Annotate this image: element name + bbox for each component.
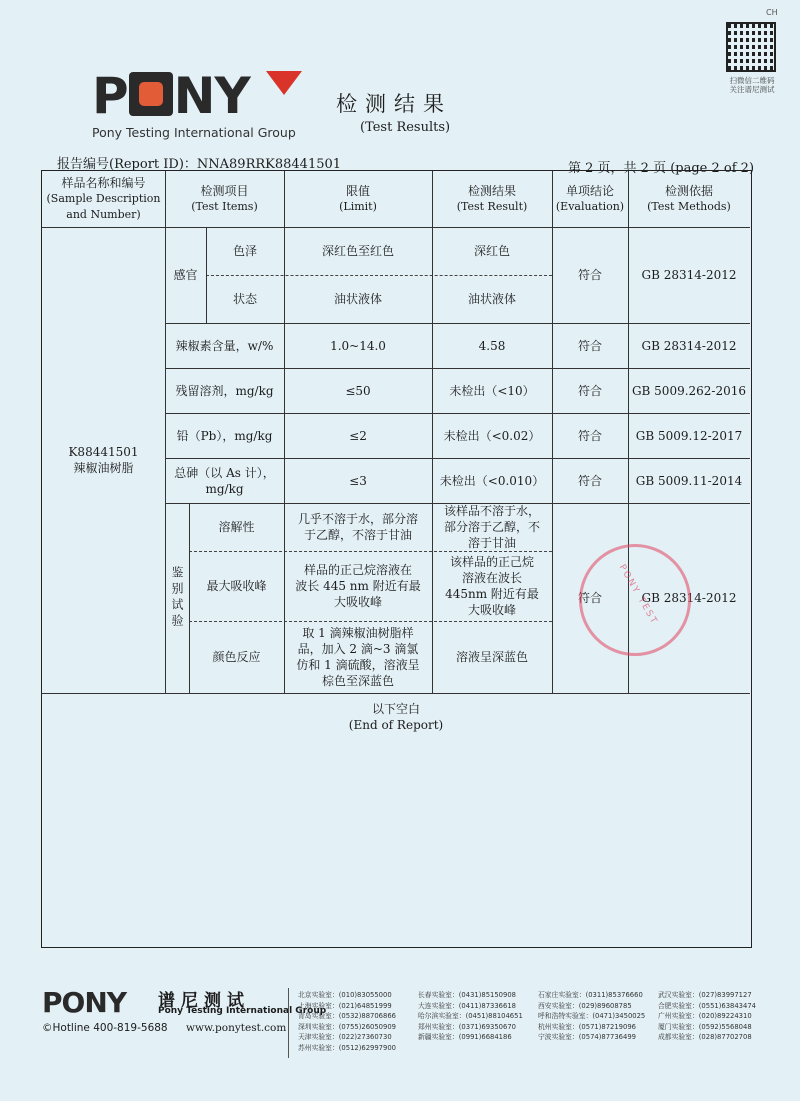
qr-caption-line: 关注谱尼测试: [729, 85, 775, 94]
header-test-items: [165, 171, 284, 227]
result-text: 溶于甘油: [467, 536, 516, 550]
header-text: (Limit): [339, 200, 377, 213]
item-solubility: 溶解性: [218, 520, 255, 534]
report-id: 报告编号(Report ID)：NNA89RRK88441501: [57, 157, 342, 172]
result-text: 部分溶于乙醇，不: [443, 520, 540, 534]
header-test-methods: [628, 171, 750, 227]
limit-text: 于乙醇，不溶于甘油: [303, 528, 412, 542]
footer-divider: [288, 988, 289, 1058]
eval-arsenic: 符合: [577, 473, 602, 488]
eval-identification: 符合: [577, 591, 602, 605]
result-text: 大吸收峰: [467, 603, 516, 617]
lab-contact: 成都实验室：(028)87702708: [658, 1033, 752, 1041]
footer-hotline: [42, 1022, 168, 1034]
page-info: 第 2 页，共 2 页 (page 2 of 2): [568, 161, 755, 176]
logo-letter: P: [92, 67, 128, 125]
result-color: 深红色: [473, 244, 510, 258]
lab-contact: 广州实验室：(020)89224310: [658, 1012, 752, 1020]
lab-contact: 深圳实验室：(0755)26050909: [298, 1022, 396, 1031]
header-text: 检测依据: [664, 184, 713, 198]
end-text-cn: 以下空白: [371, 702, 420, 716]
row-rule: [42, 693, 750, 694]
limit-solvent: ≤50: [345, 383, 371, 398]
item-arsenic: [165, 458, 284, 503]
eval-lead: 符合: [577, 428, 602, 443]
item-lead: 铅（Pb），mg/kg: [176, 428, 273, 443]
limit-solubility: [284, 503, 432, 551]
lab-contact: 石家庄实验室：(0311)85376660: [538, 991, 643, 999]
item-state: 状态: [232, 292, 257, 306]
lab-contact: 郑州实验室：(0371)69350670: [418, 1022, 516, 1031]
method-identification: GB 28314-2012: [641, 591, 737, 605]
sample-name: 辣椒油树脂: [73, 461, 134, 475]
item-text: 总砷（以 As 计），: [174, 465, 275, 480]
footer-website: www.ponytest.com: [186, 1022, 287, 1034]
logo-letter: NY: [173, 67, 250, 125]
header-text: 检测结果: [467, 184, 516, 198]
lab-contact: 西安实验室：(029)89608785: [538, 1001, 632, 1010]
group-sensory: 感官: [173, 268, 198, 282]
footer-name-cn: 谱尼测试: [158, 991, 250, 1011]
limit-text: 棕色至深蓝色: [321, 674, 394, 688]
item-color-reaction: 颜色反应: [212, 650, 261, 664]
header-sample: [42, 171, 165, 227]
logo-o-square-icon: [129, 72, 173, 116]
method-capsaicin: GB 28314-2012: [641, 338, 737, 353]
result-solubility: [432, 503, 552, 551]
footer-name-en: Pony Testing International Group: [158, 1006, 327, 1016]
result-text: 该样品的正己烷: [449, 555, 534, 569]
title-english: (Test Results): [360, 120, 451, 135]
result-text: 445nm 附近有最: [445, 587, 539, 601]
header-text: (Test Items): [191, 200, 258, 213]
result-text: 溶液在波长: [461, 571, 522, 585]
result-capsaicin: 4.58: [478, 338, 506, 353]
lab-contact: 苏州实验室：(0512)62997900: [298, 1043, 396, 1052]
result-arsenic: 未检出（<0.010）: [439, 473, 545, 488]
lab-contact: 杭州实验室：(0571)87219096: [538, 1022, 636, 1031]
limit-capsaicin: 1.0~14.0: [330, 338, 386, 353]
lab-contact: 宁波实验室：(0574)87736499: [538, 1033, 636, 1041]
limit-text: 大吸收峰: [333, 595, 382, 609]
header-text: (Test Methods): [647, 200, 731, 213]
result-text: 该样品不溶于水，: [443, 504, 540, 518]
limit-color: 深红色至红色: [321, 244, 394, 258]
qr-caption-line: 扫微信二维码: [729, 76, 775, 85]
result-max-absorption: [432, 551, 552, 621]
sample-number: K88441501: [68, 445, 139, 459]
lab-contact: 大连实验室：(0411)87336618: [418, 1001, 516, 1010]
qr-caption: [718, 76, 786, 94]
title-chinese: 检测结果: [336, 92, 452, 116]
lab-contact: 哈尔滨实验室：(0451)88104651: [418, 1012, 523, 1020]
header-evaluation: [552, 171, 628, 227]
limit-arsenic: ≤3: [349, 473, 367, 488]
header-limit: [284, 171, 432, 227]
header-text: 限值: [345, 184, 370, 198]
header-text: (Test Result): [456, 200, 528, 213]
eval-solvent: 符合: [577, 383, 602, 398]
lab-contact: 上海实验室：(021)64851999: [298, 1001, 392, 1010]
sample-cell: [42, 227, 165, 693]
item-text: mg/kg: [205, 481, 244, 496]
corner-mark: CH: [766, 8, 778, 17]
limit-lead: ≤2: [349, 428, 367, 443]
header-text: 样品名称和编号: [61, 176, 146, 190]
logo-red-triangle-icon: [266, 71, 302, 95]
stamp-text: PONY TEST: [616, 563, 660, 627]
limit-text: 取 1 滴辣椒油树脂样: [302, 626, 414, 640]
limit-text: 品，加入 2 滴~3 滴氯: [297, 642, 419, 656]
end-text-en: (End of Report): [348, 718, 444, 732]
method-arsenic: GB 5009.11-2014: [635, 473, 743, 488]
limit-text: 几乎不溶于水，部分溶: [297, 512, 418, 526]
item-solvent: 残留溶剂，mg/kg: [175, 383, 274, 398]
pony-logo: [92, 67, 250, 125]
footer-logo: PONY: [42, 986, 127, 1019]
lab-contact: 合肥实验室：(0551)63843474: [658, 1001, 756, 1010]
hotline-text: Hotline 400-819-5688: [52, 1022, 168, 1034]
lab-contact: 呼和浩特实验室：(0471)3450025: [538, 1012, 646, 1020]
item-max-absorption: 最大吸收峰: [206, 579, 267, 593]
method-solvent: GB 5009.262-2016: [631, 383, 747, 398]
end-of-report: [42, 697, 750, 737]
eval-capsaicin: 符合: [577, 338, 602, 353]
group-name: Pony Testing International Group: [92, 125, 296, 140]
result-color-reaction: 溶液呈深蓝色: [455, 650, 528, 664]
method-lead: GB 5009.12-2017: [635, 428, 743, 443]
lab-contact: 武汉实验室：(027)83997127: [658, 991, 752, 999]
limit-text: 样品的正己烷溶液在: [303, 563, 412, 577]
header-text: 单项结论: [565, 184, 614, 198]
header-text: and Number): [66, 208, 141, 221]
method-sensory: GB 28314-2012: [641, 268, 737, 282]
lab-contact: 青岛实验室：(0532)88706866: [298, 1012, 396, 1020]
group-identification: 鉴别试验: [170, 566, 184, 630]
eval-sensory: 符合: [577, 268, 602, 282]
lab-contact: 新疆实验室：(0991)6684186: [418, 1033, 512, 1041]
result-state: 油状液体: [467, 292, 516, 306]
lab-contact: 北京实验室：(010)83055000: [298, 991, 392, 999]
header-text: 检测项目: [200, 184, 249, 198]
result-solvent: 未检出（<10）: [449, 383, 535, 398]
item-capsaicin: 辣椒素含量，w/%: [175, 338, 274, 353]
limit-text: 波长 445 nm 附近有最: [295, 579, 421, 593]
limit-state: 油状液体: [333, 292, 382, 306]
lab-contact: 长春实验室：(0431)85150908: [418, 991, 516, 999]
lab-contact: 天津实验室：(022)27360730: [298, 1033, 392, 1041]
limit-text: 仿和 1 滴硫酸，溶液呈: [296, 658, 420, 672]
header-test-result: [432, 171, 552, 227]
limit-max-absorption: [284, 551, 432, 621]
lab-contact: 厦门实验室：(0592)5568048: [658, 1022, 752, 1031]
header-text: (Sample Description: [46, 192, 161, 205]
footer-lab-list: [298, 990, 778, 1053]
item-color: 色泽: [232, 244, 257, 258]
limit-color-reaction: [284, 621, 432, 693]
header-text: (Evaluation): [555, 200, 625, 213]
phone-icon: ©: [42, 1022, 53, 1034]
result-lead: 未检出（<0.02）: [443, 428, 541, 443]
qr-code-icon: [726, 22, 776, 72]
